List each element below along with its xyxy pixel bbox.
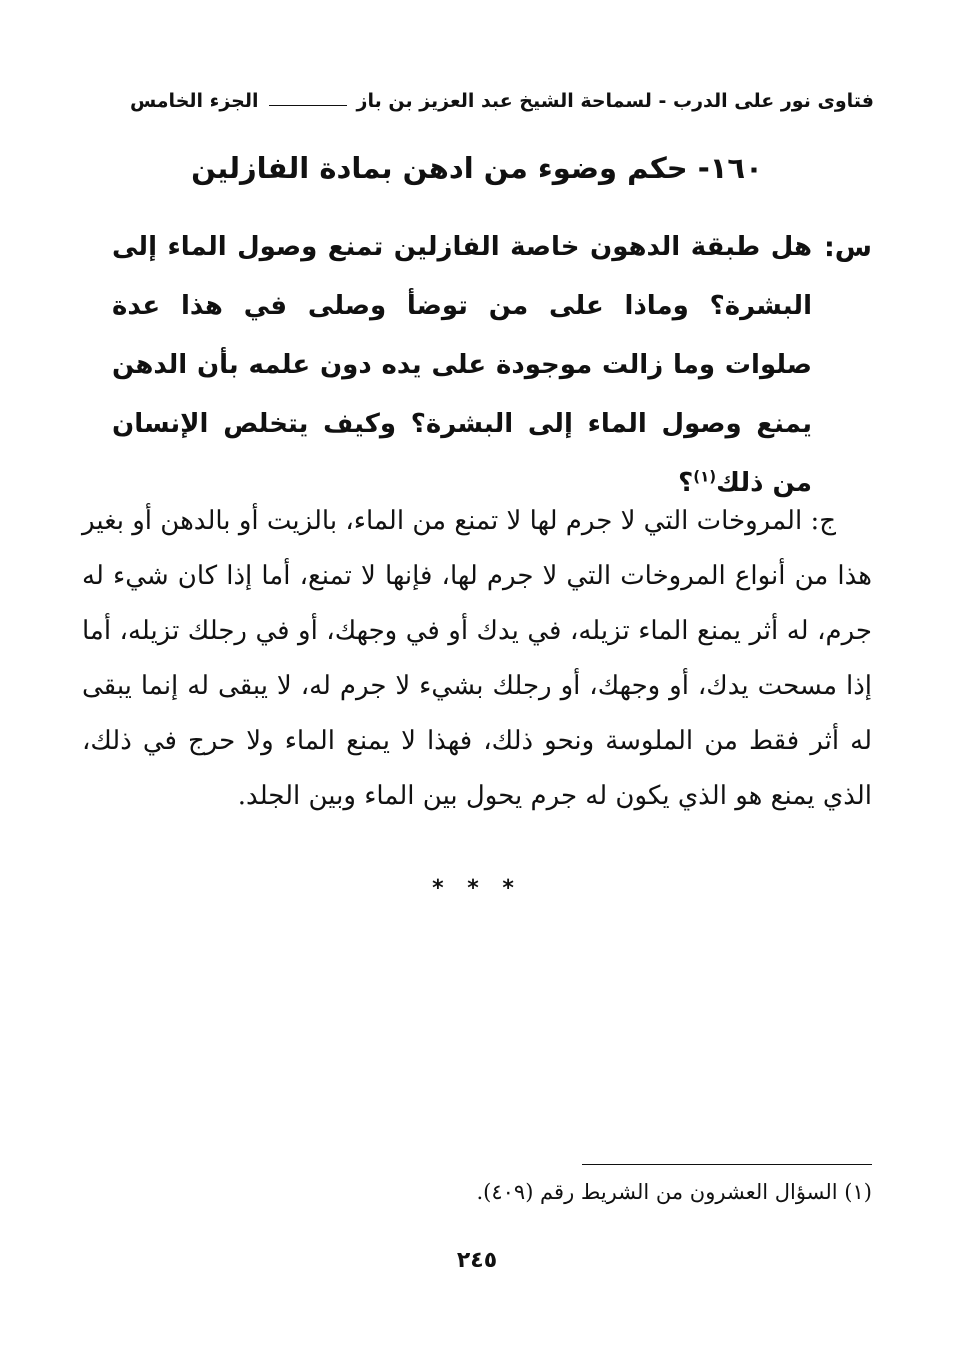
footnote-reference[interactable]: (١) bbox=[693, 467, 717, 486]
footnote-divider bbox=[582, 1164, 872, 1165]
question-body: هل طبقة الدهون خاصة الفازلين تمنع وصول الماء إلى البشرة؟ وماذا على من توضأ وصلى في هذا عدة صلوات وما زالت موجودة على يده دون علمه بأن الدهن يمنع وصول الماء إلى البشرة؟ وكيف يتخلص الإنسان من ذلك bbox=[112, 232, 812, 498]
running-header bbox=[110, 84, 874, 118]
book-title: فتاوى نور على الدرب - لسماحة الشيخ عبد العزيز بن باز bbox=[356, 90, 874, 112]
question-block bbox=[112, 218, 872, 513]
volume-label: الجزء الخامس bbox=[129, 90, 259, 112]
header-rule bbox=[269, 105, 347, 106]
footnote: (١) السؤال العشرون من الشريط رقم (٤٠٩). bbox=[476, 1180, 872, 1204]
answer-body: المروخات التي لا جرم لها لا تمنع من الماء، بالزيت أو بالدهن أو بغير هذا من أنواع المروخات التي لا جرم لها، فإنها لا تمنع، أما إذا كان شيء له جرم، له أثر يمنع الماء تزيله، في يدك أو في وجهك، أو في رجلك تزيله، أما إذا مسحت يدك، أو وجهك، أو رجلك بشيء لا جرم له، لا يبقى له إنما يبقى له أثر فقط من الملوسة ونحو ذلك، فهذا لا يمنع الماء ولا حرج في ذلك، الذي يمنع هو الذي يكون له جرم يحول بين الماء وبين الجلد. bbox=[82, 506, 872, 811]
question-mark: ؟ bbox=[678, 468, 694, 498]
question-label: س: bbox=[823, 232, 872, 263]
chapter-title: ١٦٠- حكم وضوء من ادهن بمادة الفازلين bbox=[191, 151, 763, 185]
question-text bbox=[112, 218, 812, 513]
answer-text bbox=[82, 494, 872, 824]
answer-label: ج: bbox=[810, 506, 836, 536]
page-number: ٢٤٥ bbox=[456, 1248, 498, 1273]
section-separator: * * * bbox=[432, 876, 522, 901]
